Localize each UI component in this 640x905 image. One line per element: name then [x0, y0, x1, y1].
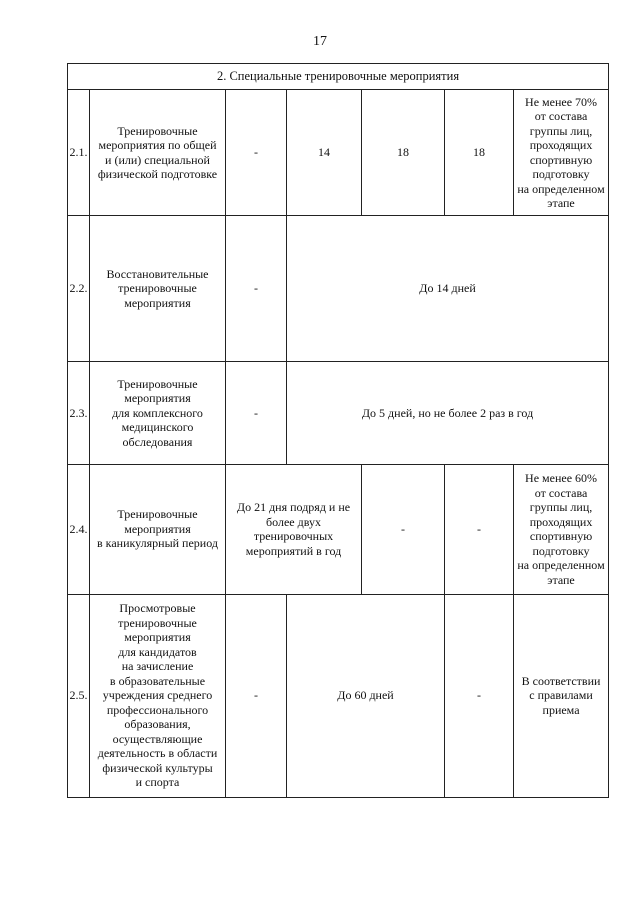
- stage-cell-4: -: [445, 594, 514, 797]
- participants-note: Не менее 60% от состава группы лиц, проходящих спортивную подготовку на определенном этапе: [514, 464, 609, 594]
- table-row: [68, 594, 609, 797]
- event-name: Восстановительные тренировочные мероприятия: [90, 216, 226, 362]
- row-number: 2.3.: [68, 362, 90, 465]
- stage-cell-3: -: [362, 464, 445, 594]
- duration-merged: До 14 дней: [287, 216, 609, 362]
- section-title: 2. Специальные тренировочные мероприятия: [68, 64, 609, 90]
- row-number: 2.4.: [68, 464, 90, 594]
- participants-note: Не менее 70% от состава группы лиц, проходящих спортивную подготовку на определенном этапе: [514, 90, 609, 216]
- table-row: [68, 464, 609, 594]
- event-name: Тренировочные мероприятия для комплексного медицинского обследования: [90, 362, 226, 465]
- row-number: 2.1.: [68, 90, 90, 216]
- event-name: Тренировочные мероприятия по общей и (или) специальной физической подготовке: [90, 90, 226, 216]
- training-events-table: [67, 63, 609, 798]
- row-number: 2.5.: [68, 594, 90, 797]
- stage-cell-4: 18: [445, 90, 514, 216]
- row-number: 2.2.: [68, 216, 90, 362]
- stage-cell-3: 18: [362, 90, 445, 216]
- stage-cell-1: -: [226, 362, 287, 465]
- duration-merged: До 60 дней: [287, 594, 445, 797]
- duration-merged: До 5 дней, но не более 2 раз в год: [287, 362, 609, 465]
- table-row: [68, 216, 609, 362]
- event-name: Просмотровые тренировочные мероприятия для кандидатов на зачисление в образовательные учреждения среднего профессионального образования, осуществляющие деятельность в области физической культуры и спорта: [90, 594, 226, 797]
- stage-cell-4: -: [445, 464, 514, 594]
- stage-cell-2: 14: [287, 90, 362, 216]
- participants-note: В соответствии с правилами приема: [514, 594, 609, 797]
- table-row: [68, 90, 609, 216]
- stage-cell-1: -: [226, 594, 287, 797]
- stage-cell-1: -: [226, 90, 287, 216]
- event-name: Тренировочные мероприятия в каникулярный период: [90, 464, 226, 594]
- section-header-row: [68, 64, 609, 90]
- duration-merged: До 21 дня подряд и не более двух тренировочных мероприятий в год: [226, 464, 362, 594]
- table-row: [68, 362, 609, 465]
- page-number: 17: [313, 34, 327, 49]
- stage-cell-1: -: [226, 216, 287, 362]
